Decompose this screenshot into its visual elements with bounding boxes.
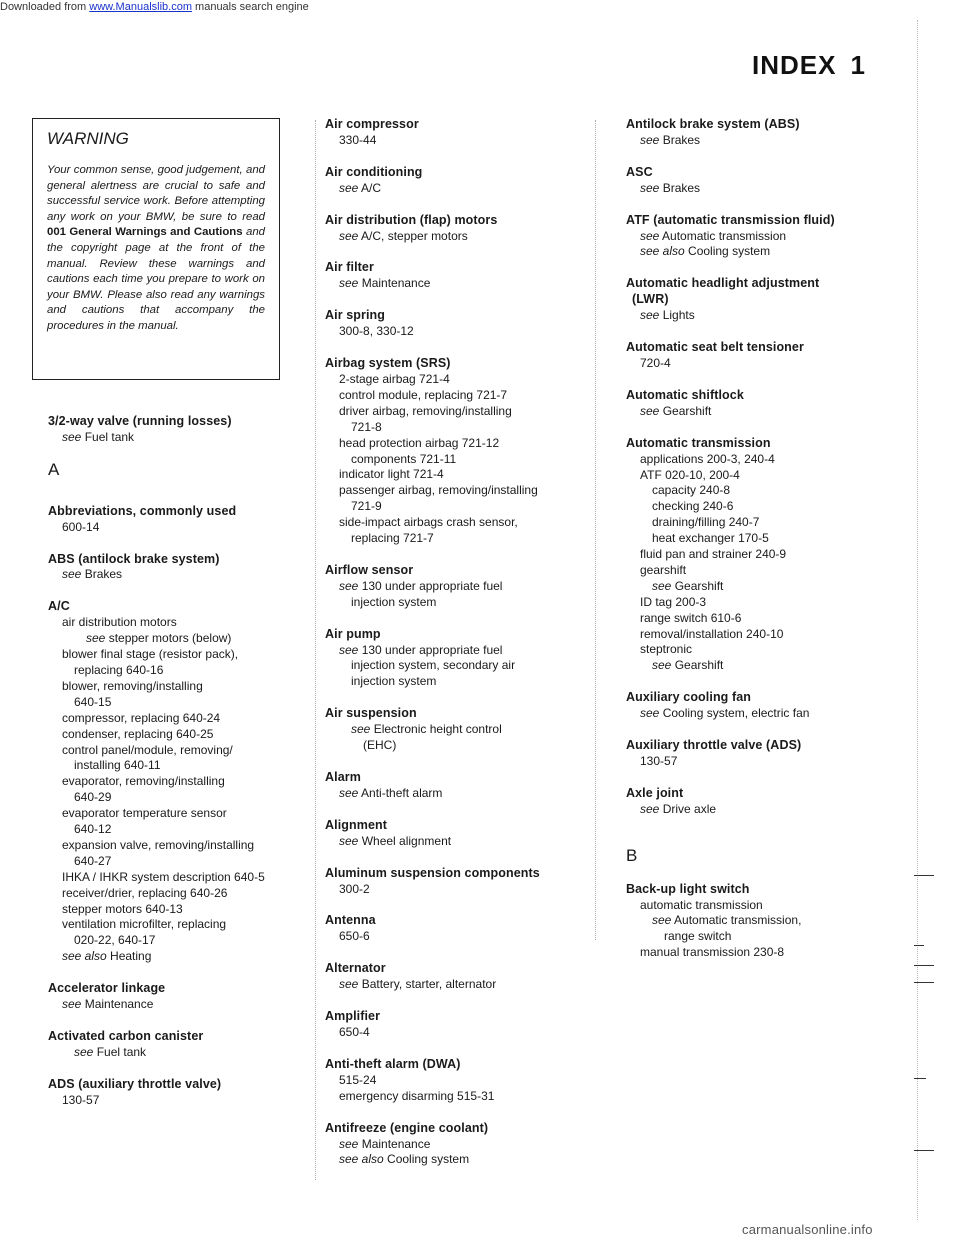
index-subentry: 640-29 (74, 790, 112, 805)
index-term: Automatic headlight adjustment (626, 276, 820, 291)
index-subentry: replacing 721-7 (351, 531, 434, 546)
index-subentry: 650-4 (339, 1024, 370, 1039)
subentry-text: Cooling system, electric fan (659, 706, 810, 721)
footer-watermark: carmanualsonline.info (742, 1222, 873, 1237)
index-entry (325, 356, 595, 547)
section-letter-a: A (48, 459, 60, 479)
index-subentry: 640-27 (74, 853, 112, 868)
index-term: Antifreeze (engine coolant) (325, 1120, 489, 1135)
index-subentry (325, 786, 595, 802)
see-ref: see (640, 228, 660, 243)
index-term: Air conditioning (325, 164, 423, 179)
subentry-text: A/C, stepper motors (358, 228, 468, 243)
index-subentry (626, 229, 906, 245)
index-entry (626, 690, 906, 722)
index-subentry: ATF 020-10, 200-4 (640, 467, 740, 482)
index-subentry: blower, removing/installing (62, 678, 203, 693)
index-subentry (626, 133, 906, 149)
warning-body (47, 163, 265, 335)
index-entry (325, 1057, 595, 1105)
subentry-text: Automatic transmission, (671, 913, 802, 928)
subentry-text: Gearshift (671, 578, 724, 593)
index-subentry: 020-22, 640-17 (74, 933, 156, 948)
index-entry (48, 414, 298, 446)
subentry-text: Maintenance (358, 1136, 431, 1151)
index-subentry: control module, replacing 721-7 (339, 387, 508, 402)
index-entry (325, 1121, 595, 1169)
see-ref: see (640, 308, 660, 323)
subentry-text: 130 under appropriate fuel (358, 578, 503, 593)
index-subentry: ventilation microfilter, replacing (62, 917, 227, 932)
index-term: Antenna (325, 913, 376, 928)
subentry-text: Heating (106, 949, 152, 964)
index-subentry: 130-57 (62, 1092, 100, 1107)
index-entry (325, 308, 595, 340)
index-entry (626, 388, 906, 420)
see-ref: see (62, 567, 82, 582)
page-title (752, 50, 872, 81)
see-ref: see (640, 801, 660, 816)
index-term: 3/2-way valve (running losses) (48, 414, 232, 428)
index-entry (48, 504, 298, 536)
index-entry (48, 1029, 298, 1061)
subentry-text: Cooling system (383, 1152, 470, 1167)
index-heading: INDEX (752, 50, 837, 80)
subentry-text: Brakes (81, 567, 123, 582)
index-subentry: air distribution motors (62, 615, 177, 630)
see-ref: see (339, 1136, 359, 1151)
warning-text-1: Your common sense, good judgement, and general alertness are crucial to safe and successful service work. Before attempting any work on your BMW, be sure to read (47, 164, 265, 223)
index-subentry: 2-stage airbag 721-4 (339, 371, 450, 386)
index-term: Antilock brake system (ABS) (626, 117, 800, 131)
index-term: Air pump (325, 626, 381, 641)
index-subentry: range switch (664, 929, 732, 944)
index-term: Axle joint (626, 785, 684, 800)
see-ref: see (86, 631, 106, 646)
subentry-text: Wheel alignment (358, 833, 452, 848)
warning-text-2: and the copyright page at the front of the manual. Review these warnings and cautions each time you prepare to work on your BMW. Please also read any warnings and cautions that accompany the procedures in the manual. (47, 226, 266, 332)
index-term: Automatic seat belt tensioner (626, 340, 804, 355)
index-entry (626, 165, 906, 197)
column-separator-1 (315, 120, 316, 1180)
index-subentry (626, 579, 906, 595)
index-entry (325, 866, 595, 898)
index-subentry: manual transmission 230-8 (640, 945, 785, 960)
index-subentry (626, 913, 906, 929)
index-subentry (626, 404, 906, 420)
index-subentry: applications 200-3, 240-4 (640, 451, 775, 466)
index-subentry: capacity 240-8 (652, 483, 731, 498)
warning-reference: 001 General Warnings and Cautions (47, 226, 243, 239)
index-subentry: blower final stage (resistor pack), (62, 647, 239, 662)
index-term: Airbag system (SRS) (325, 356, 451, 371)
index-term: Alignment (325, 817, 388, 832)
scan-margin-marks (914, 20, 944, 1220)
index-subentry: 300-8, 330-12 (339, 324, 414, 339)
index-entry (626, 276, 906, 324)
index-term: Amplifier (325, 1009, 381, 1024)
index-subentry: 720-4 (640, 355, 671, 370)
index-column-1 (48, 414, 298, 1125)
margin-line (917, 20, 918, 1220)
index-entry (325, 961, 595, 993)
index-entry (626, 436, 906, 675)
index-subentry (325, 977, 595, 993)
index-term: Air compressor (325, 117, 419, 131)
index-subentry: compressor, replacing 640-24 (62, 710, 221, 725)
index-subentry: 515-24 (339, 1072, 377, 1087)
index-subentry: evaporator temperature sensor (62, 806, 227, 821)
index-subentry: control panel/module, removing/ (62, 742, 233, 757)
index-term: Air suspension (325, 706, 417, 721)
index-subentry: 721-8 (351, 419, 382, 434)
index-term: Air distribution (flap) motors (325, 212, 498, 227)
index-entry (626, 882, 906, 962)
index-subentry: 130-57 (640, 754, 678, 768)
index-subentry: ID tag 200-3 (640, 594, 707, 609)
index-subentry: side-impact airbags crash sensor, (339, 515, 518, 530)
index-subentry: steptronic (640, 642, 693, 657)
index-entry (626, 738, 906, 770)
index-subentry (626, 308, 906, 324)
index-term: Auxiliary cooling fan (626, 690, 752, 705)
index-entry (325, 706, 595, 754)
subentry-text: Electronic height control (370, 722, 502, 737)
see-ref: see (339, 785, 359, 800)
subentry-text: Fuel tank (93, 1044, 147, 1059)
index-term: ASC (626, 164, 653, 179)
index-entry (325, 818, 595, 850)
margin-tick (914, 875, 934, 876)
subentry-text: Anti-theft alarm (358, 785, 443, 800)
download-banner (0, 0, 960, 14)
index-subentry: removal/installation 240-10 (640, 626, 784, 641)
index-subentry: 600-14 (62, 519, 100, 534)
index-term: Airflow sensor (325, 562, 414, 577)
index-subentry: driver airbag, removing/installing (339, 403, 512, 418)
index-subentry: 640-15 (74, 694, 112, 709)
see-ref: see (640, 132, 660, 147)
index-subentry: stepper motors 640-13 (62, 901, 183, 916)
index-term: Automatic transmission (626, 435, 771, 450)
subentry-text: Fuel tank (81, 429, 135, 444)
see-ref: see (339, 578, 359, 593)
subentry-text: Battery, starter, alternator (358, 977, 497, 992)
see-ref: see also (640, 244, 685, 259)
subentry-text: Gearshift (671, 658, 724, 673)
index-term: Back-up light switch (626, 881, 750, 896)
index-subentry: replacing 640-16 (74, 662, 164, 677)
index-subentry (325, 579, 595, 595)
index-entry (626, 340, 906, 372)
subentry-text: Automatic transmission (659, 228, 787, 243)
index-term: ABS (antilock brake system) (48, 551, 220, 566)
index-subentry (325, 722, 595, 738)
warning-box (32, 118, 280, 380)
subentry-text: A/C (358, 180, 382, 195)
see-ref: see (62, 429, 82, 444)
index-subentry: IHKA / IHKR system description 640-5 (62, 869, 265, 884)
index-subentry (48, 430, 298, 446)
warning-title: WARNING (47, 129, 129, 148)
index-entry (48, 552, 298, 584)
subentry-text: Gearshift (659, 403, 712, 418)
see-ref: see (640, 706, 660, 721)
index-entry (48, 981, 298, 1013)
see-ref: see also (339, 1152, 384, 1167)
see-ref: see (351, 722, 371, 737)
margin-tick (914, 1078, 926, 1079)
index-subentry (48, 997, 298, 1013)
see-ref: see (339, 642, 359, 657)
index-subentry (325, 276, 595, 292)
index-subentry (626, 181, 906, 197)
index-entry (325, 260, 595, 292)
see-ref: see (652, 578, 672, 593)
index-subentry: gearshift (640, 562, 687, 577)
index-subentry (48, 949, 298, 965)
banner-suffix: manuals search engine (191, 1, 309, 13)
subentry-text: Maintenance (81, 997, 154, 1012)
index-subentry (626, 244, 906, 260)
index-entry (325, 563, 595, 611)
index-subentry (626, 658, 906, 674)
manualslib-link[interactable]: www.Manualslib.com (89, 1, 192, 13)
column-separator-2 (595, 120, 596, 940)
index-entry (325, 770, 595, 802)
page-number: 1 (850, 50, 866, 80)
subentry-text: Maintenance (358, 276, 431, 291)
index-entry (325, 913, 595, 945)
index-subentry: emergency disarming 515-31 (339, 1088, 495, 1103)
index-entry (626, 786, 906, 818)
index-subentry: components 721-11 (351, 451, 457, 466)
subentry-text: Cooling system (684, 244, 771, 259)
see-ref: see (339, 977, 359, 992)
index-subentry (626, 706, 906, 722)
see-ref: see (339, 180, 359, 195)
index-subentry (325, 229, 595, 245)
index-term: Activated carbon canister (48, 1029, 204, 1043)
index-term: ADS (auxiliary throttle valve) (48, 1076, 222, 1091)
index-term: Air filter (325, 260, 374, 275)
index-term: Aluminum suspension components (325, 865, 540, 880)
index-subentry: head protection airbag 721-12 (339, 435, 500, 450)
index-subentry: installing 640-11 (74, 758, 161, 773)
index-subentry: passenger airbag, removing/installing (339, 483, 538, 498)
see-ref: see (339, 833, 359, 848)
index-term: A/C (48, 599, 70, 614)
index-subentry (325, 1152, 595, 1168)
index-subentry: fluid pan and strainer 240-9 (640, 547, 787, 562)
index-subentry: 650-6 (339, 929, 370, 944)
index-term: Auxiliary throttle valve (ADS) (626, 738, 802, 753)
index-subentry (325, 1137, 595, 1153)
index-subentry (48, 631, 298, 647)
subentry-text: Brakes (659, 132, 701, 147)
see-ref: see also (62, 949, 107, 964)
see-ref: see (74, 1044, 94, 1059)
see-ref: see (640, 180, 660, 195)
see-ref: see (652, 913, 672, 928)
index-subentry (626, 802, 906, 818)
index-subentry: evaporator, removing/installing (62, 774, 225, 789)
index-subentry: injection system (351, 594, 437, 609)
index-entry (48, 599, 298, 965)
index-term: Anti-theft alarm (DWA) (325, 1056, 461, 1071)
index-entry (626, 117, 906, 149)
index-subentry: 640-12 (74, 822, 112, 837)
index-subentry: automatic transmission (640, 897, 763, 912)
index-subentry (325, 181, 595, 197)
index-subentry: 721-9 (351, 499, 382, 514)
see-ref: see (652, 658, 672, 673)
index-subentry: expansion valve, removing/installing (62, 837, 255, 852)
margin-tick (914, 965, 934, 966)
index-subentry: checking 240-6 (652, 499, 734, 514)
index-term: Automatic shiftlock (626, 387, 744, 402)
index-subentry: 330-44 (339, 132, 377, 147)
index-entry (325, 117, 595, 149)
index-entry (325, 1009, 595, 1041)
subentry-text: 130 under appropriate fuel (358, 642, 503, 657)
index-term: Alternator (325, 961, 386, 976)
banner-prefix: Downloaded from (0, 1, 90, 13)
index-column-3 (626, 117, 906, 977)
index-term: Abbreviations, commonly used (48, 503, 237, 518)
index-term: Alarm (325, 770, 361, 784)
index-subentry: indicator light 721-4 (339, 467, 444, 482)
index-entry (48, 1077, 298, 1109)
index-entry (325, 165, 595, 197)
index-term-continued: (LWR) (632, 292, 669, 307)
see-ref: see (339, 228, 359, 243)
see-ref: see (62, 997, 82, 1012)
subentry-text: Lights (659, 308, 695, 323)
index-subentry: (EHC) (363, 738, 397, 753)
index-subentry (48, 567, 298, 583)
section-letter-b: B (626, 845, 638, 865)
index-subentry: receiver/drier, replacing 640-26 (62, 885, 228, 900)
index-entry (325, 627, 595, 691)
index-subentry: injection system (351, 674, 437, 689)
subentry-text: Brakes (659, 180, 701, 195)
index-term: Accelerator linkage (48, 981, 166, 996)
subentry-text: stepper motors (below) (105, 631, 232, 646)
index-subentry: range switch 610-6 (640, 610, 742, 625)
margin-tick (914, 982, 934, 983)
index-subentry: condenser, replacing 640-25 (62, 726, 214, 741)
index-term: Air spring (325, 308, 386, 323)
subentry-text: Drive axle (659, 801, 717, 816)
index-subentry: injection system, secondary air (351, 658, 516, 673)
index-subentry: heat exchanger 170-5 (652, 531, 769, 546)
index-subentry (325, 834, 595, 850)
index-entry (626, 213, 906, 261)
index-subentry (48, 1045, 298, 1061)
index-subentry (325, 643, 595, 659)
index-subentry: 300-2 (339, 881, 370, 896)
index-term: ATF (automatic transmission fluid) (626, 212, 835, 227)
see-ref: see (640, 403, 660, 418)
see-ref: see (339, 276, 359, 291)
index-subentry: draining/filling 240-7 (652, 515, 760, 530)
index-column-2 (325, 117, 595, 1184)
margin-tick (914, 1150, 934, 1151)
index-entry (325, 213, 595, 245)
margin-tick (914, 945, 924, 946)
